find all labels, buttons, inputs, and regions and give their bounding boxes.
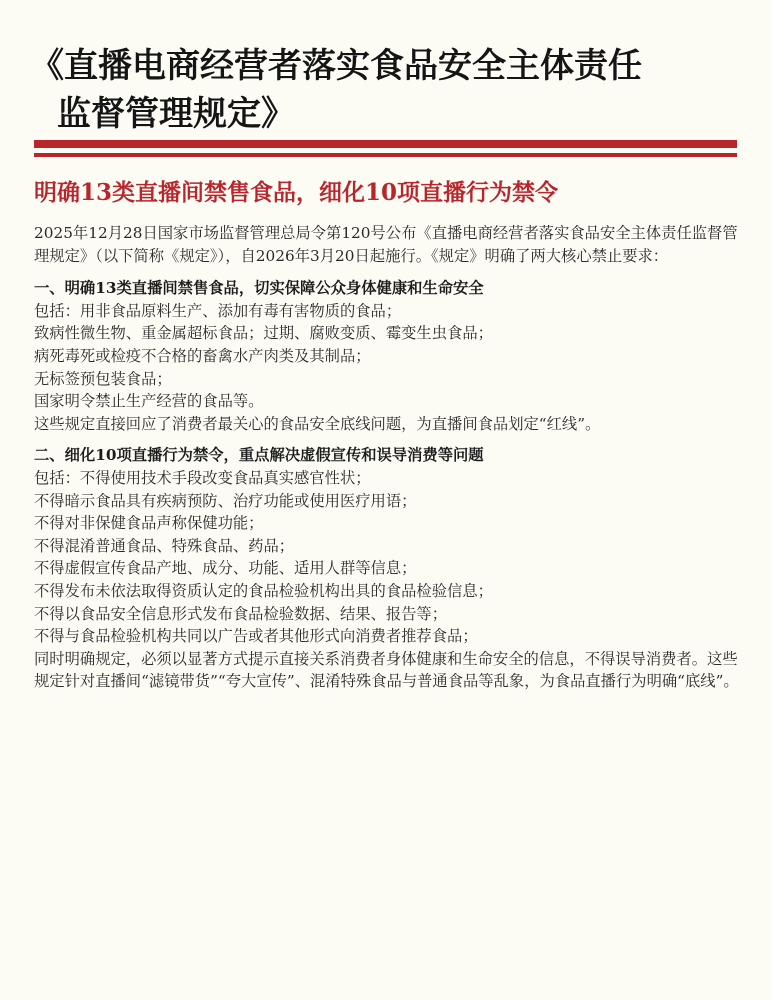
section-prohibited-foods xyxy=(34,277,742,435)
title-divider-thick xyxy=(34,140,737,148)
section-2-item: 不得暗示食品具有疾病预防、治疗功能或使用医疗用语； xyxy=(34,491,417,510)
title-line-2: 监督管理规定》 xyxy=(57,94,295,134)
section-2-item: 不得对非保健食品声称保健功能； xyxy=(34,514,264,533)
section-2-item: 不得混淆普通食品、特殊食品、药品； xyxy=(34,536,295,555)
title-divider-thin xyxy=(34,153,737,157)
section-livestream-bans xyxy=(34,444,742,693)
section-1-item: 无标签预包装食品； xyxy=(34,369,172,388)
section-1-item: 病死毒死或检疫不合格的畜禽水产肉类及其制品； xyxy=(34,346,371,365)
section-1-item: 包括：用非食品原料生产、添加有毒有害物质的食品； xyxy=(34,301,402,320)
document-subtitle: 明确13类直播间禁售食品，细化10项直播行为禁令 xyxy=(34,179,559,206)
document-title xyxy=(30,42,750,138)
section-1-item: 致病性微生物、重金属超标食品；过期、腐败变质、霉变生虫食品； xyxy=(34,324,493,343)
section-2-summary: 同时明确规定，必须以显著方式提示直接关系消费者身体健康和生命安全的信息，不得误导消费者。这些规定针对直播间“滤镜带货”“夸大宣传”、混淆特殊食品与普通食品等乱象，为食品直播行为明确“底线”。 xyxy=(34,649,739,691)
intro-paragraph: 2025年12月28日国家市场监督管理总局令第120号公布《直播电商经营者落实食品安全主体责任监督管理规定》（以下简称《规定》），自2026年3月20日起施行。《规定》明确了两大核心禁止要求： xyxy=(34,224,738,265)
section-1-heading: 一、明确13类直播间禁售食品，切实保障公众身体健康和生命安全 xyxy=(34,279,484,298)
section-2-item: 不得与食品检验机构共同以广告或者其他形式向消费者推荐食品； xyxy=(34,627,478,646)
section-2-heading: 二、细化10项直播行为禁令，重点解决虚假宣传和误导消费等问题 xyxy=(34,446,484,465)
document-body xyxy=(34,222,742,702)
section-2-item: 包括：不得使用技术手段改变食品真实感官性状； xyxy=(34,468,371,487)
title-line-1: 《直播电商经营者落实食品安全主体责任 xyxy=(30,46,642,86)
section-1-summary: 这些规定直接回应了消费者最关心的食品安全底线问题，为直播间食品划定“红线”。 xyxy=(34,414,601,433)
section-1-item: 国家明令禁止生产经营的食品等。 xyxy=(34,392,264,411)
section-2-item: 不得虚假宣传食品产地、成分、功能、适用人群等信息； xyxy=(34,559,417,578)
section-2-item: 不得发布未依法取得资质认定的食品检验机构出具的食品检验信息； xyxy=(34,581,493,600)
section-2-item: 不得以食品安全信息形式发布食品检验数据、结果、报告等； xyxy=(34,604,448,623)
